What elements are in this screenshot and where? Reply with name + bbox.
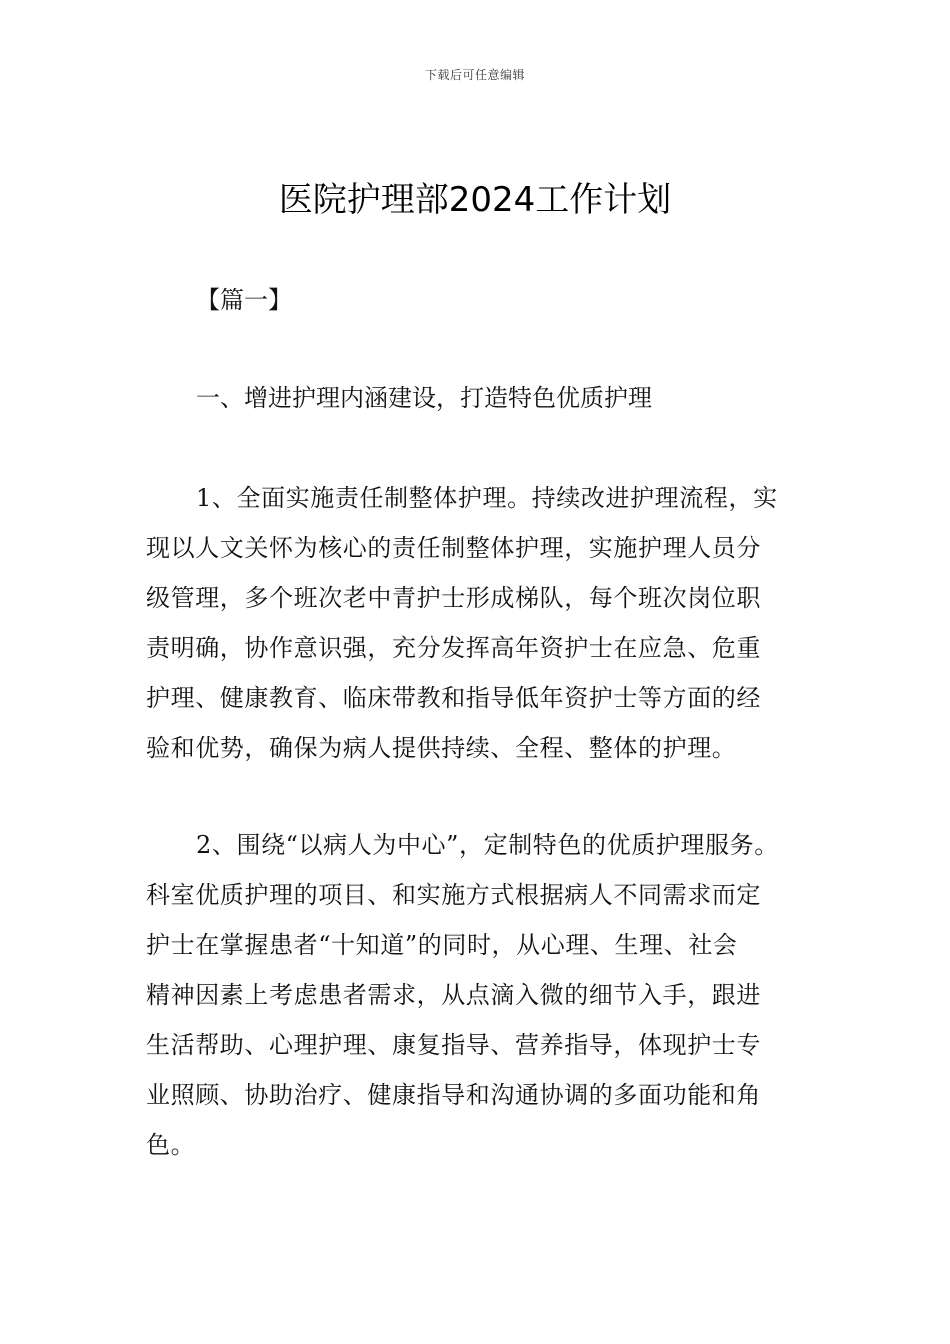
paragraph-line: 业照顾、协助治疗、健康指导和沟通协调的多面功能和角 [146,1081,761,1109]
paragraph-line: 护士在掌握患者“十知道”的同时，从心理、生理、社会 [146,931,738,959]
paragraph-line: 精神因素上考虑患者需求，从点滴入微的细节入手，跟进 [146,981,761,1009]
paragraph-2 [146,820,826,1170]
header-note: 下载后可任意编辑 [424,68,525,82]
paragraph-line: 现以人文关怀为核心的责任制整体护理，实施护理人员分 [146,534,761,562]
section-heading: 一、增进护理内涵建设，打造特色优质护理 [196,384,652,412]
paragraph-line: 验和优势，确保为病人提供持续、全程、整体的护理。 [146,734,737,762]
paragraph-line: 责明确，协作意识强，充分发挥高年资护士在应急、危重 [146,634,761,662]
paragraph-line: 科室优质护理的项目、和实施方式根据病人不同需求而定 [146,881,761,909]
paragraph-line: 1、全面实施责任制整体护理。持续改进护理流程，实 [196,484,778,512]
paragraph-line: 生活帮助、心理护理、康复指导、营养指导，体现护士专 [146,1031,761,1059]
document-title: 医院护理部2024工作计划 [278,180,672,220]
paragraph-line: 色。 [146,1131,196,1159]
section-label: 【篇一】 [196,286,292,314]
paragraph-line: 2、围绕“以病人为中心”，定制特色的优质护理服务。 [196,831,779,859]
paragraph-line: 护理、健康教育、临床带教和指导低年资护士等方面的经 [146,684,761,712]
paragraph-line: 级管理，多个班次老中青护士形成梯队，每个班次岗位职 [146,584,761,612]
paragraph-1 [146,473,826,773]
